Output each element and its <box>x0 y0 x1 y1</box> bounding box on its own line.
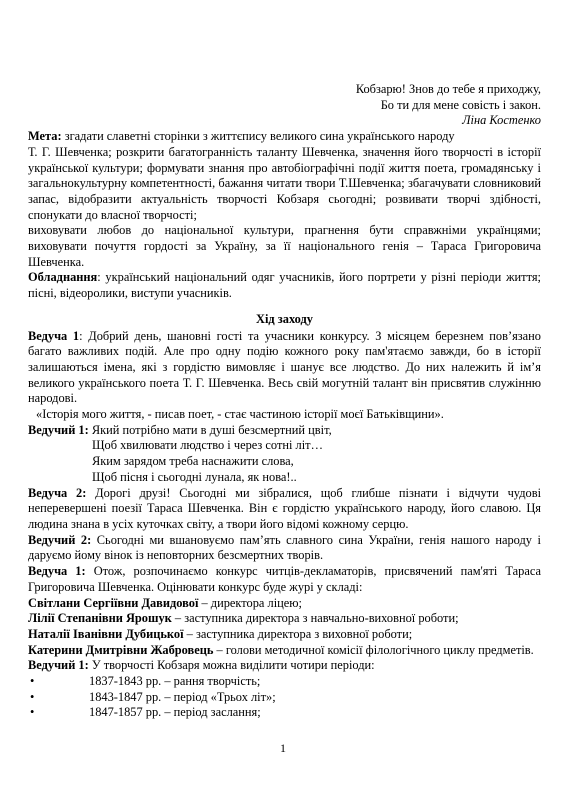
speaker-label: Ведуча 1: <box>28 564 86 579</box>
jury-item <box>28 596 541 612</box>
jury-name: Світлани Сергіївни Давидової <box>28 595 199 610</box>
periods-list <box>28 674 541 721</box>
jury-name: Катерини Дмитрівни Жабровець <box>28 642 214 657</box>
poem <box>92 438 541 485</box>
jury-item <box>28 611 541 627</box>
equipment-text: : український національний одяг учасників, його портрети у різні періоди життя; пісні, відеоролики, виступи учасників. <box>28 270 541 301</box>
goal-label: Мета: <box>28 129 62 144</box>
jury-item <box>28 627 541 643</box>
speaker-label: Ведуча 2: <box>28 485 87 500</box>
goal-text: Т. Г. Шевченка; розкрити багатогранність таланту Шевченка, значення його творчості в історії української культури; формувати знання про автобіографічні події життя поета, громадянську і загальнокультурну компетентності, бажання читати твори Т.Шевченка; збагачувати словниковий запас, відобразити актуальність творчості Кобзаря сьогодні; розвивати творчі здібності, спонукати до власної творчості; <box>28 144 541 222</box>
jury-item <box>28 643 541 659</box>
speech-text: Дорогі друзі! Сьогодні ми зібралися, щоб глибше пізнати і відчути чудові неперевершені поезії Тараса Шевченка. Він є гордістю українського народу, його славою. Ця людина знана в усіх куточках світу, а твори його відомі кожному серцю. <box>28 485 542 531</box>
epigraph-line: Бо ти для мене совість і закон. <box>380 97 541 112</box>
jury-role: – заступника директора з навчально-виховної роботи; <box>171 611 459 626</box>
speech-text: Сьогодні ми вшановуємо пам’ять славного сина України, генія нашого народу і даруємо йому вінок із неповторних безсмертних творів. <box>28 532 541 563</box>
speech-text: У творчості Кобзаря можна виділити чотири періоди: <box>88 658 375 673</box>
script-body <box>28 329 541 722</box>
page-number: 1 <box>280 741 286 755</box>
equipment-label: Обладнання <box>28 270 98 285</box>
jury-name: Лілії Степанівни Ярошук <box>28 611 172 626</box>
speech-text: Отож, розпочинаємо конкурс читців-декламаторів, присвячений пам'яті Тараса Григоровича Шевченка. Оцінювати конкурс буде журі у складі: <box>28 564 542 594</box>
jury-role: – заступника директора з виховної роботи; <box>183 626 413 641</box>
epigraph-author: Ліна Костенко <box>462 113 541 128</box>
speaker-label: Ведучий 2: <box>28 532 92 547</box>
epigraph <box>28 82 541 129</box>
poem-line: Щоб хвилювати людство і через сотні літ… <box>92 438 323 453</box>
speaker-label: Ведучий 1: <box>28 658 89 673</box>
speaker-label: Ведучий 1: <box>28 422 89 437</box>
list-item: • 1843-1847 рр. – період «Трьох літ»; <box>28 690 541 706</box>
speaker-label: Ведуча 1 <box>28 328 80 343</box>
jury-role: – голови методичної комісії філологічного циклу предметів. <box>213 642 534 657</box>
list-item: • 1837-1843 рр. – рання творчість; <box>28 674 541 690</box>
goal-text: виховувати любов до національної культури, прагнення бути справжніми українцями; виховувати почуття гордості за Україну, за її національного генія – Тараса Григоровича Шевченка. <box>28 223 541 269</box>
speech-text: : Добрий день, шановні гості та учасники конкурсу. З місяцем березнем пов’язано багато важливих подій. Але про одну подію кожного року пам'ятаємо завжди, бо в історії залишаються імена, які з гордістю вимовляє і шанує все людство. До них належить й ім’я великого українського поета Т. Г. Шевченка. Весь свій могутній талант він присвятив служінню народові. <box>28 328 541 406</box>
jury-role: – директора ліцею; <box>198 595 302 610</box>
quote-text: «Історія мого життя, - писав поет, - стає частиною історії моєї Батьківщини». <box>36 407 444 422</box>
poem-line: Яким зарядом треба наснажити слова, <box>92 454 294 469</box>
list-item: • 1847-1857 рр. – період заслання; <box>28 705 541 721</box>
poem-line: Щоб пісня і сьогодні лунала, як нова!.. <box>92 469 297 484</box>
goal-section <box>28 129 541 302</box>
document-page <box>28 82 541 721</box>
epigraph-line: Кобзарю! Знов до тебе я приходжу, <box>355 82 541 96</box>
goal-text: згадати славетні сторінки з життєпису великого сина українського народу <box>64 129 455 144</box>
jury-name: Наталії Іванівни Дубицької <box>28 626 184 641</box>
section-title: Хід заходу <box>256 311 313 326</box>
poem-line: Який потрібно мати в душі безсмертний цвіт, <box>88 422 332 437</box>
